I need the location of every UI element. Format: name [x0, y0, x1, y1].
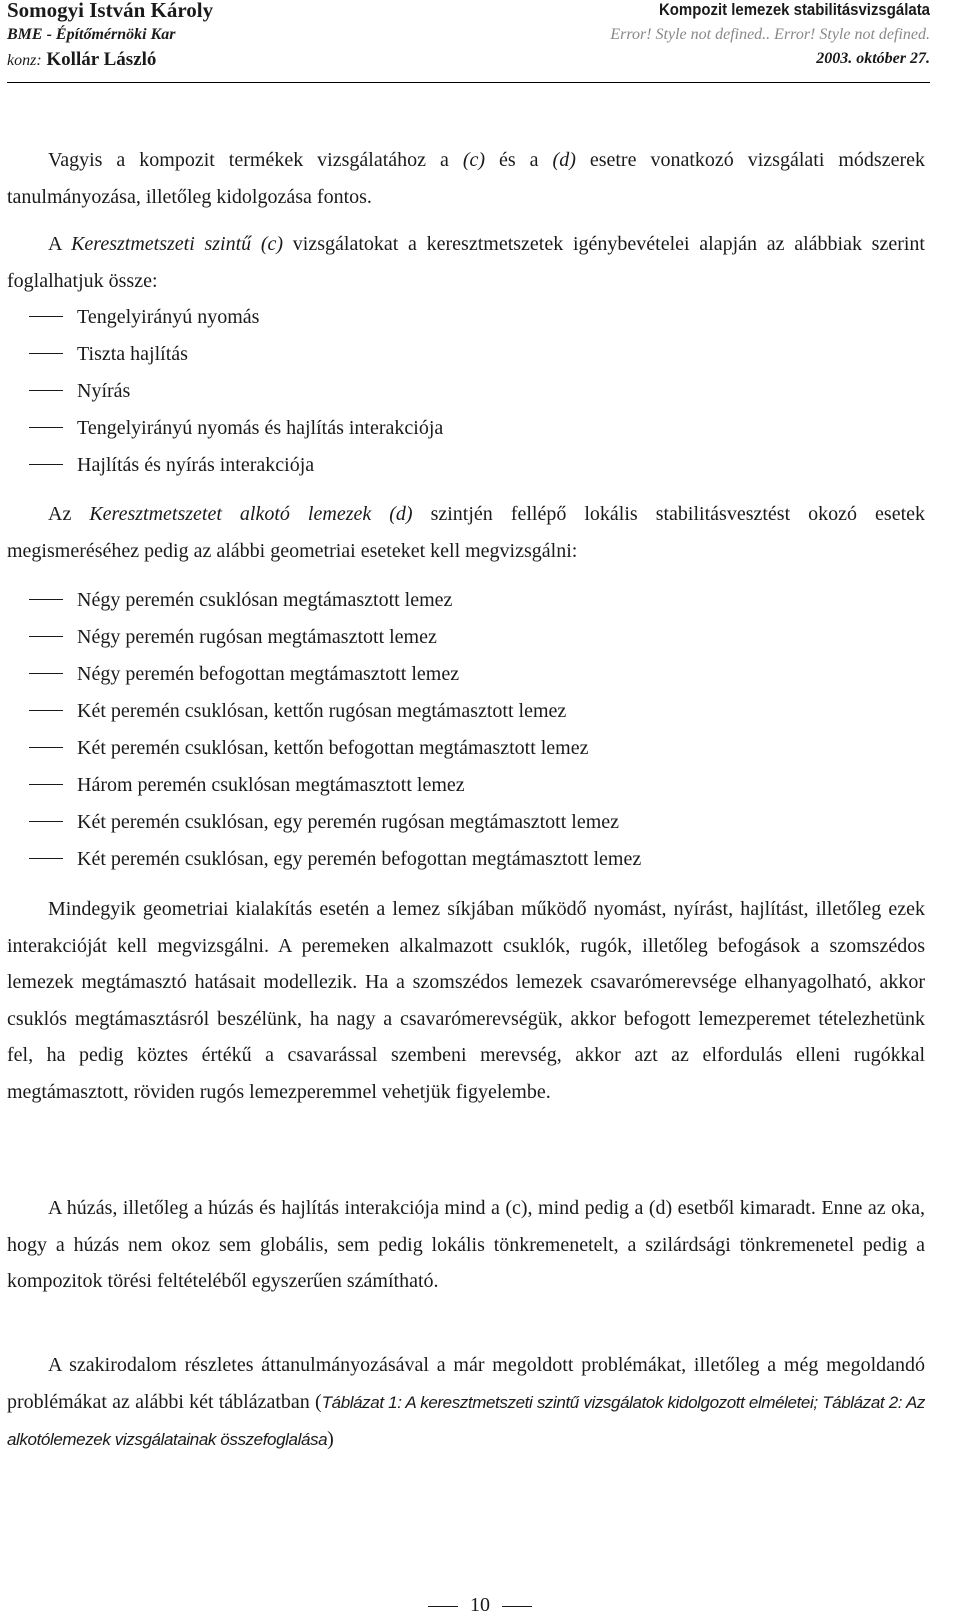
style-error-line: Error! Style not defined.. Error! Style not defined. — [610, 26, 930, 43]
list-item: Három peremén csuklósan megtámasztott lemez — [29, 767, 465, 803]
advisor-line — [7, 49, 156, 71]
list-item: Két peremén csuklósan, kettőn befogottan megtámasztott lemez — [29, 730, 589, 766]
list-item: Négy peremén csuklósan megtámasztott lemez — [29, 582, 452, 618]
geometry-paragraph: Mindegyik geometriai kialakítás esetén a lemez síkjában működő nyomást, nyírást, hajlítást, illetőleg ezek interakcióját kell megvizsgálni. A peremeken alkalmazott csuklók, rugók, illetőleg befogások a szomszédos lemezek megtámasztó hatásait modellezik. Ha a szomszédos lemezek csavarómerevsége elhanyagolható, akkor csuklós megtámasztásról beszélünk, ha nagy a csavarómerevségük, akkor befogott lemezperemet tételezhetünk fel, ha pedig köztes értékű a csavarással szembeni merevség, akkor azt az elfordulás elleni rugókkal megtámasztott, röviden rugós lemezperemmel vehetjük figyelembe. — [7, 898, 925, 1103]
faculty: BME - Építőmérnöki Kar — [7, 26, 176, 43]
page-number-footer — [0, 1594, 960, 1617]
page-header — [7, 0, 930, 83]
list-item: Tiszta hajlítás — [29, 336, 188, 372]
author-name: Somogyi István Károly — [7, 0, 214, 22]
document-date: 2003. október 27. — [816, 50, 930, 67]
intro-paragraph: Vagyis a kompozit termékek vizsgálatához a (c) és a (d) esetre vonatkozó vizsgálati módszerek tanulmányozása, illetőleg kidolgozása fontos. — [7, 149, 925, 208]
advisor-name: Kollár László — [46, 49, 157, 70]
table-references: Táblázat 1: A keresztmetszeti szintű vizsgálatok kidolgozott elméletei; Táblázat 2: Az alkotólemezek vizsgálatainak összefoglalása — [7, 1392, 925, 1449]
list-item: Hajlítás és nyírás interakciója — [29, 447, 314, 483]
literature-paragraph: A szakirodalom részletes áttanulmányozásával a már megoldott problémákat, illetőleg a még megoldandó problémákat az alábbi két táblázatban (Táblázat 1: A keresztmetszeti szintű vizsgálatok kidolgozott elméletei; Táblázat 2: Az alkotólemezek vizsgálatainak összefoglalása) — [7, 1354, 925, 1450]
list-item: Két peremén csuklósan, egy peremén befogottan megtámasztott lemez — [29, 841, 641, 877]
document-title: Kompozit lemezek stabilitásvizsgálata — [658, 0, 930, 19]
list-item: Négy peremén rugósan megtámasztott lemez — [29, 619, 437, 655]
list-item: Tengelyirányú nyomás — [29, 299, 259, 335]
page-number: 10 — [470, 1594, 490, 1616]
list-item: Két peremén csuklósan, egy peremén rugósan megtámasztott lemez — [29, 804, 619, 840]
tension-paragraph: A húzás, illetőleg a húzás és hajlítás interakciója mind a (c), mind pedig a (d) esetből kimaradt. Enne az oka, hogy a húzás nem okoz sem globális, sem pedig lokális tönkremenetelt, a szilárdsági tönkremenetel pedig a kompozitok törési feltételéből egyszerűen számítható. — [7, 1197, 925, 1292]
list-item: Tengelyirányú nyomás és hajlítás interakciója — [29, 410, 443, 446]
list-item: Négy peremén befogottan megtámasztott lemez — [29, 656, 459, 692]
section-c-paragraph: A Keresztmetszeti szintű (c) vizsgálatokat a keresztmetszetek igénybevételei alapján az alábbiak szerint foglalhatjuk össze: — [7, 233, 925, 292]
list-item: Két peremén csuklósan, kettőn rugósan megtámasztott lemez — [29, 693, 566, 729]
section-d-paragraph: Az Keresztmetszetet alkotó lemezek (d) szintjén fellépő lokális stabilitásvesztést okozó esetek megismeréséhez pedig az alábbi geometriai eseteket kell megvizsgálni: — [7, 503, 926, 562]
list-item: Nyírás — [29, 373, 130, 409]
advisor-label: konz: — [7, 52, 42, 69]
